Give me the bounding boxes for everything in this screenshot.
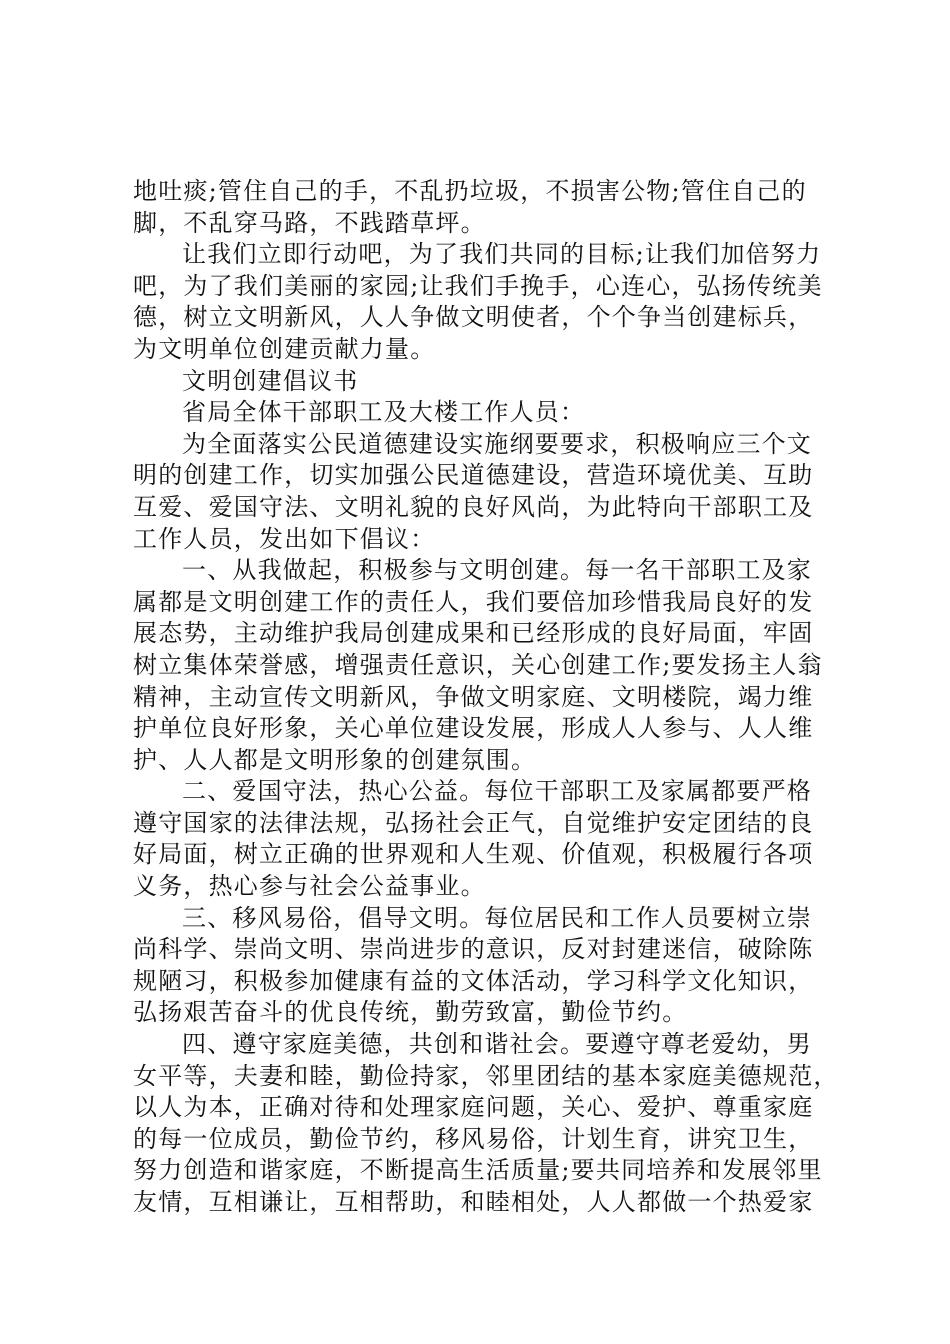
text-line: 护、人人都是文明形象的创建氛围。 <box>133 745 537 774</box>
text-line: 规陋习，积极参加健康有益的文体活动，学习科学文化知识， <box>133 966 814 995</box>
text-line: 明的创建工作，切实加强公民道德建设，营造环境优美、互助 <box>133 461 814 490</box>
text-line: 四、遵守家庭美德，共创和谐社会。要遵守尊老爱幼，男 <box>182 1030 812 1059</box>
text-line: 好局面，树立正确的世界观和人生观、价值观，积极履行各项 <box>133 840 814 869</box>
text-line: 脚，不乱穿马路，不践踏草坪。 <box>133 208 486 237</box>
text-line: 树立集体荣誉感，增强责任意识，关心创建工作;要发扬主人翁 <box>133 650 823 679</box>
text-line: 三、移风易俗，倡导文明。每位居民和工作人员要树立崇 <box>182 903 812 932</box>
text-line: 尚科学、崇尚文明、崇尚进步的意识，反对封建迷信，破除陈 <box>133 935 814 964</box>
text-line: 德，树立文明新风，人人争做文明使者，个个争当创建标兵， <box>133 303 814 332</box>
text-line: 为文明单位创建贡献力量。 <box>133 334 436 363</box>
text-line: 努力创造和谐家庭，不断提高生活质量;要共同培养和发展邻里 <box>133 1156 823 1185</box>
text-line: 一、从我做起，积极参与文明创建。每一名干部职工及家 <box>182 556 812 585</box>
text-line: 义务，热心参与社会公益事业。 <box>133 872 486 901</box>
text-line: 吧，为了我们美丽的家园;让我们手挽手，心连心，弘扬传统美 <box>133 271 823 300</box>
text-line: 让我们立即行动吧，为了我们共同的目标;让我们加倍努力 <box>182 240 822 269</box>
text-line: 友情，互相谦让，互相帮助，和睦相处，人人都做一个热爱家 <box>133 1188 814 1216</box>
document-body <box>133 176 839 1219</box>
text-line: 精神，主动宣传文明新风，争做文明家庭、文明楼院，竭力维 <box>133 682 814 711</box>
text-line: 弘扬艰苦奋斗的优良传统，勤劳致富，勤俭节约。 <box>133 998 688 1027</box>
text-line: 互爱、爱国守法、文明礼貌的良好风尚，为此特向干部职工及 <box>133 492 814 521</box>
text-line: 地吐痰;管住自己的手，不乱扔垃圾，不损害公物;管住自己的 <box>133 177 807 205</box>
text-line: 展态势，主动维护我局创建成果和已经形成的良好局面，牢固 <box>133 619 814 648</box>
text-line: 省局全体干部职工及大楼工作人员： <box>182 398 586 427</box>
text-line: 女平等，夫妻和睦，勤俭持家，邻里团结的基本家庭美德规范， <box>133 1061 839 1090</box>
text-line: 的每一位成员，勤俭节约，移风易俗，计划生育，讲究卫生， <box>133 1124 814 1153</box>
text-line: 文明创建倡议书 <box>182 366 359 395</box>
text-line: 遵守国家的法律法规，弘扬社会正气，自觉维护安定团结的良 <box>133 808 814 837</box>
text-line: 二、爱国守法，热心公益。每位干部职工及家属都要严格 <box>182 777 812 806</box>
text-line: 属都是文明创建工作的责任人，我们要倍加珍惜我局良好的发 <box>133 587 814 616</box>
text-line: 以人为本，正确对待和处理家庭问题，关心、爱护、尊重家庭 <box>133 1093 814 1122</box>
text-line: 为全面落实公民道德建设实施纲要要求，积极响应三个文 <box>182 429 812 458</box>
text-line: 工作人员，发出如下倡议： <box>133 524 436 553</box>
text-line: 护单位良好形象，关心单位建设发展，形成人人参与、人人维 <box>133 714 814 743</box>
